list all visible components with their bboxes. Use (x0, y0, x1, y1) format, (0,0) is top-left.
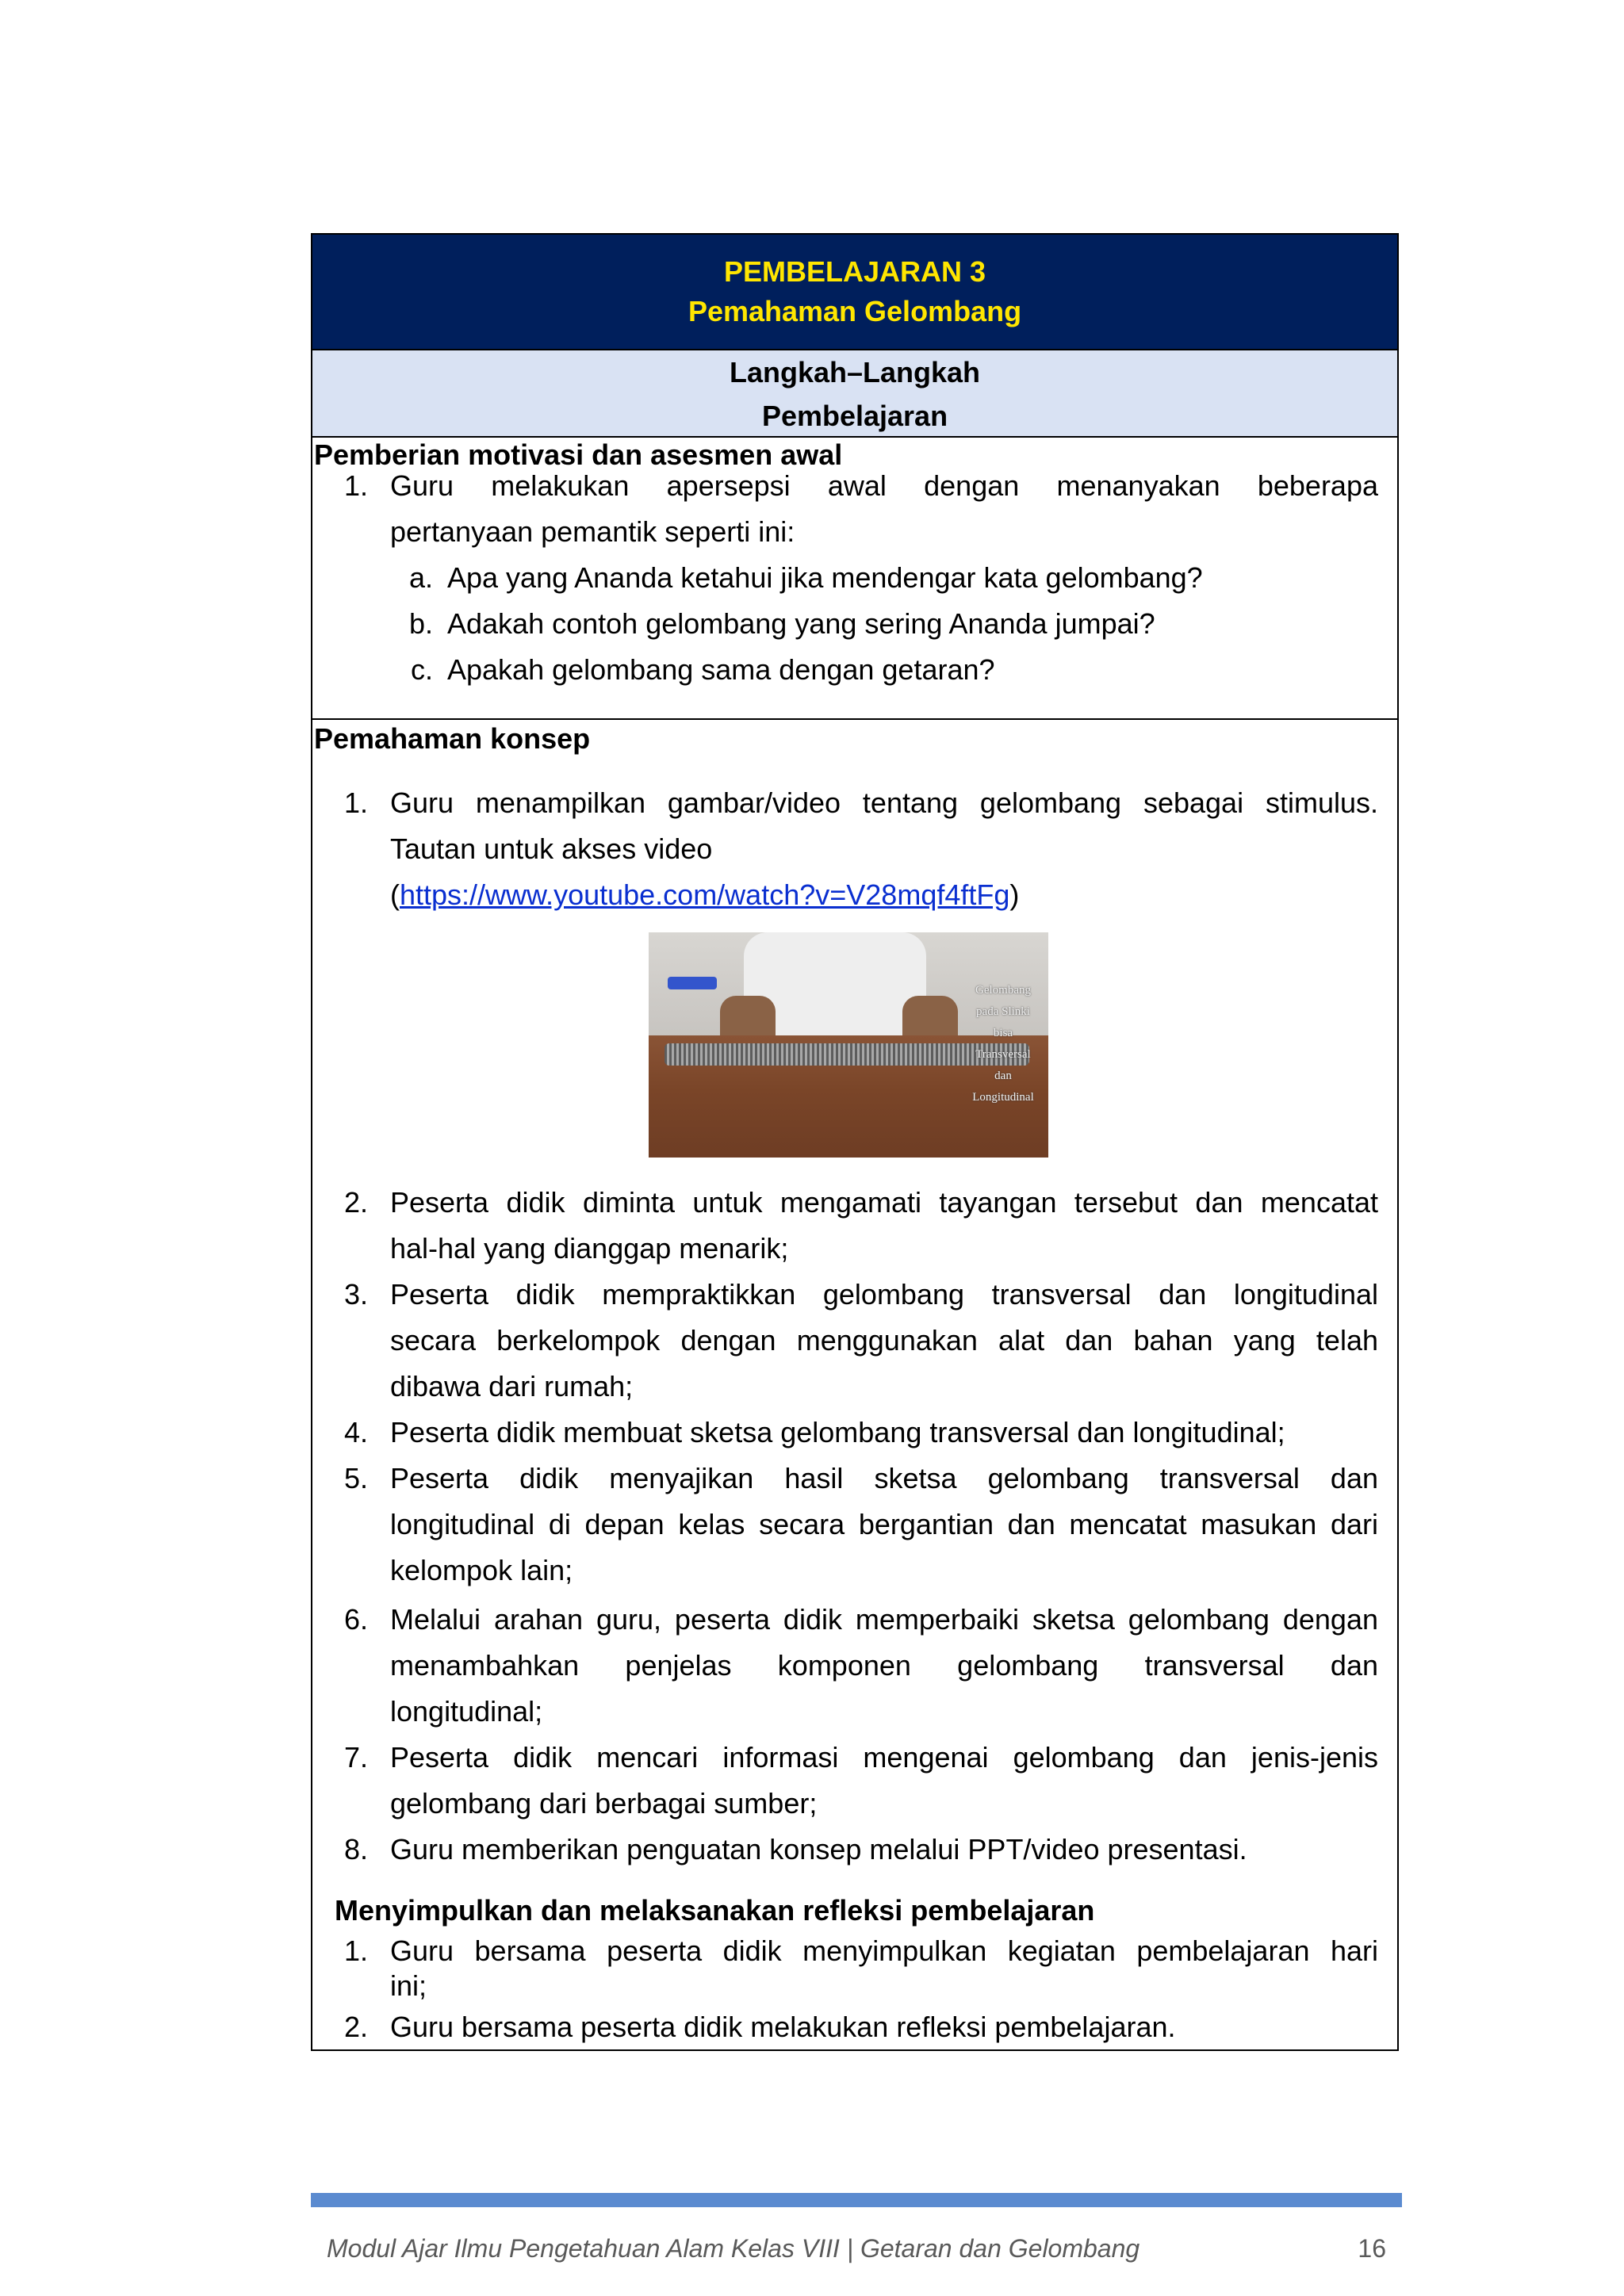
list-item-text: dibawa dari rumah; (390, 1370, 634, 1402)
list-number: 2. (344, 2011, 369, 2043)
video-thumbnail[interactable] (649, 932, 1048, 1158)
list-item-text: Guru menampilkan gambar/video tentang gelombang sebagai stimulus. (390, 786, 1378, 819)
list-item-text: menambahkan penjelas komponen gelombang transversal dan (390, 1649, 1378, 1682)
list-item-text: Peserta didik menyajikan hasil sketsa gelombang transversal dan (390, 1462, 1378, 1494)
lesson-header (312, 235, 1397, 350)
paren-close: ) (1009, 878, 1020, 911)
sublist-label: a. (408, 561, 433, 594)
paren-open: ( (390, 878, 400, 911)
caption-line: Longitudinal (972, 1091, 1034, 1104)
caption-line: pada Slinki (976, 1005, 1030, 1018)
list-item-text: secara berkelompok dengan menggunakan alat dan bahan yang telah (390, 1324, 1378, 1357)
caption-line: Gelombang (975, 984, 1031, 997)
caption-line: Transversal (975, 1048, 1031, 1061)
list-number: 1. (344, 786, 369, 819)
list-item-text: hal-hal yang dianggap menarik; (390, 1232, 789, 1265)
list-number: 1. (344, 469, 369, 502)
list-number: 1. (344, 1934, 369, 1967)
video-caption (959, 980, 1047, 1108)
section-title-reflection: Menyimpulkan dan melaksanakan refleksi pembelajaran (335, 1894, 1095, 1927)
list-item-text: Guru memberikan penguatan konsep melalui PPT/video presentasi. (390, 1833, 1247, 1866)
sublist-label: b. (408, 607, 433, 640)
steps-header-line1: Langkah–Langkah (729, 356, 981, 388)
steps-header (312, 350, 1397, 438)
lesson-table (311, 233, 1399, 2051)
list-number: 2. (344, 1186, 369, 1219)
list-item-text: kelompok lain; (390, 1554, 573, 1586)
lesson-title: Pemahaman Gelombang (688, 295, 1022, 327)
list-item-text: Melalui arahan guru, peserta didik memperbaiki sketsa gelombang dengan (390, 1603, 1378, 1636)
section-motivation (312, 438, 1397, 720)
list-number: 5. (344, 1462, 369, 1494)
page-number: 16 (1358, 2234, 1386, 2263)
list-item-text: ini; (390, 1969, 427, 2002)
list-item-text: gelombang dari berbagai sumber; (390, 1787, 818, 1820)
footer-divider (311, 2193, 1402, 2207)
list-item-text: Peserta didik mempraktikkan gelombang transversal dan longitudinal (390, 1278, 1378, 1311)
steps-header-line2: Pembelajaran (761, 400, 948, 432)
caption-line: dan (994, 1070, 1012, 1082)
list-number: 7. (344, 1741, 369, 1774)
sublist-label: c. (410, 653, 433, 686)
footer-title: Modul Ajar Ilmu Pengetahuan Alam Kelas VIII | Getaran dan Gelombang (327, 2234, 1140, 2263)
list-item-text: pertanyaan pemantik seperti ini: (390, 515, 795, 548)
list-item-text: Peserta didik mencari informasi mengenai gelombang dan jenis-jenis (390, 1741, 1378, 1774)
thumbnail-clip (668, 977, 717, 989)
list-item-text: longitudinal di depan kelas secara bergantian dan mencatat masukan dari (390, 1508, 1378, 1540)
list-item-text: Guru melakukan apersepsi awal dengan menanyakan beberapa (390, 469, 1378, 502)
section-concept (312, 720, 1397, 2049)
section-title: Pemberian motivasi dan asesmen awal (314, 438, 843, 471)
lesson-number: PEMBELAJARAN 3 (723, 255, 986, 288)
caption-line: bisa (993, 1027, 1013, 1039)
list-number: 6. (344, 1603, 369, 1636)
video-link[interactable]: https://www.youtube.com/watch?v=V28mqf4ftFg (400, 878, 1010, 911)
list-number: 3. (344, 1278, 369, 1311)
list-item-text: longitudinal; (390, 1695, 543, 1728)
list-number: 4. (344, 1416, 369, 1448)
video-link-line (390, 872, 1378, 918)
sublist-text: Apakah gelombang sama dengan getaran? (447, 653, 995, 686)
list-number: 8. (344, 1833, 369, 1866)
list-item-text: Guru bersama peserta didik menyimpulkan kegiatan pembelajaran hari (390, 1934, 1378, 1967)
list-item-text: Peserta didik diminta untuk mengamati tayangan tersebut dan mencatat (390, 1186, 1378, 1219)
sublist-text: Apa yang Ananda ketahui jika mendengar kata gelombang? (447, 561, 1203, 594)
section-title: Pemahaman konsep (314, 722, 591, 755)
list-item-text: Tautan untuk akses video (390, 832, 713, 865)
list-item-text: Guru bersama peserta didik melakukan refleksi pembelajaran. (390, 2011, 1176, 2043)
sublist-text: Adakah contoh gelombang yang sering Ananda jumpai? (447, 607, 1155, 640)
list-item-text: Peserta didik membuat sketsa gelombang transversal dan longitudinal; (390, 1416, 1285, 1448)
